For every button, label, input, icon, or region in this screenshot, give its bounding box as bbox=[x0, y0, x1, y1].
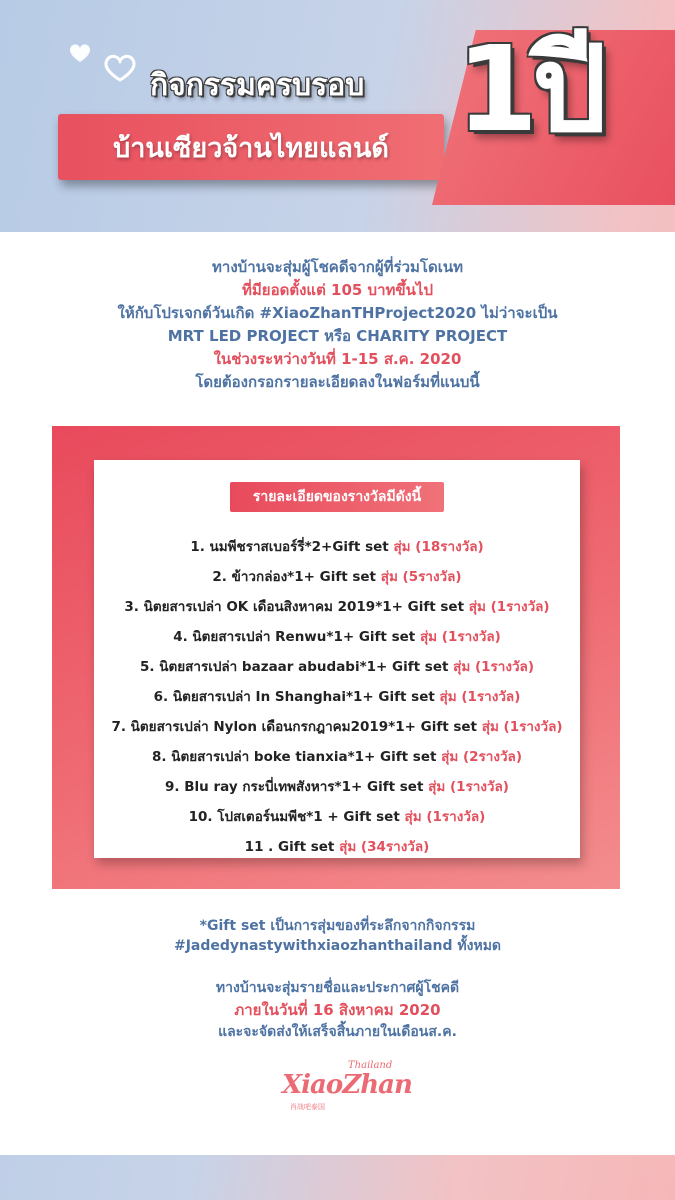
content-card bbox=[0, 232, 675, 1155]
list-item bbox=[94, 772, 580, 802]
prize-text: 2. ข้าวกล่อง*1+ Gift set bbox=[212, 569, 377, 585]
list-item bbox=[94, 742, 580, 772]
list-item bbox=[94, 802, 580, 832]
prize-draw: สุ่ม (1รางวัล) bbox=[481, 719, 563, 735]
prize-draw: สุ่ม (34รางวัล) bbox=[339, 839, 430, 855]
prize-panel bbox=[52, 426, 620, 889]
prize-draw: สุ่ม (1รางวัล) bbox=[404, 809, 486, 825]
prize-text: 1. นมพีชราสเบอร์รี่*2+Gift set bbox=[190, 539, 389, 555]
list-item bbox=[94, 622, 580, 652]
prize-list-box bbox=[94, 460, 580, 858]
intro-line: ทางบ้านจะสุ่มผู้โชคดีจากผู้ที่ร่วมโดเนท bbox=[212, 258, 463, 276]
list-item bbox=[94, 682, 580, 712]
fanclub-name-banner bbox=[58, 114, 444, 180]
prize-draw: สุ่ม (1รางวัล) bbox=[468, 599, 550, 615]
prize-text: 3. นิตยสารเปล่า OK เดือนสิงหาคม 2019*1+ Gift set bbox=[124, 599, 465, 615]
intro-line-highlight: ในช่วงระหว่างวันที่ 1-15 ส.ค. 2020 bbox=[213, 350, 462, 368]
prize-list-header bbox=[230, 482, 444, 512]
footer-text bbox=[0, 916, 675, 1042]
prize-list-title: รายละเอียดของรางวัลมีดังนี้ bbox=[252, 489, 422, 505]
list-item bbox=[94, 652, 580, 682]
prize-text: 6. นิตยสารเปล่า In Shanghai*1+ Gift set bbox=[153, 689, 435, 705]
prize-draw: สุ่ม (1รางวัล) bbox=[453, 659, 534, 675]
announce-line: และจะจัดส่งให้เสร็จสิ้นภายในเดือนส.ค. bbox=[218, 1024, 457, 1040]
prize-draw: สุ่ม (2รางวัล) bbox=[441, 749, 522, 765]
logo-text: XiaoZhan bbox=[282, 1070, 412, 1100]
prize-text: 5. นิตยสารเปล่า bazaar abudabi*1+ Gift set bbox=[140, 659, 449, 675]
logo-subtext: Thailand bbox=[348, 1060, 393, 1071]
fanclub-name: บ้านเซียวจ้านไทยแลนด์ bbox=[113, 132, 389, 164]
xiaozhan-thailand-logo bbox=[278, 1060, 412, 1120]
list-item bbox=[94, 562, 580, 592]
prize-text: 4. นิตยสารเปล่า Renwu*1+ Gift set bbox=[173, 629, 416, 645]
intro-line-highlight: ที่มียอดตั้งแต่ 105 บาทขึ้นไป bbox=[242, 281, 433, 299]
gift-set-hashtag: #Jadedynastywithxiaozhanthailand ทั้งหมด bbox=[173, 938, 502, 954]
prize-text: 10. โปสเตอร์นมพีช*1 + Gift set bbox=[188, 809, 400, 825]
prize-draw: สุ่ม (18รางวัล) bbox=[393, 539, 484, 555]
prize-text: 7. นิตยสารเปล่า Nylon เดือนกรกฎาคม2019*1+ Gift set bbox=[111, 719, 477, 735]
prize-text: 11 . Gift set bbox=[244, 839, 335, 855]
logo-tagline: 肖战吧泰国 bbox=[290, 1103, 325, 1111]
prize-text: 9. Blu ray กระบี่เทพสังหาร*1+ Gift set bbox=[165, 779, 424, 795]
intro-line: ให้กับโปรเจกต์วันเกิด #XiaoZhanTHProject2020 ไม่ว่าจะเป็น bbox=[117, 304, 558, 322]
list-item bbox=[94, 592, 580, 622]
prize-draw: สุ่ม (1รางวัล) bbox=[419, 629, 501, 645]
intro-line: โดยต้องกรอกรายละเอียดลงในฟอร์มที่แนบนี้ bbox=[195, 373, 480, 391]
gift-set-note: *Gift set เป็นการสุ่มของที่ระลึกจากกิจกรรม bbox=[199, 918, 476, 934]
prize-list bbox=[94, 532, 580, 862]
prize-draw: สุ่ม (1รางวัล) bbox=[439, 689, 521, 705]
list-item bbox=[94, 532, 580, 562]
list-item bbox=[94, 832, 580, 862]
announce-date: ภายในวันที่ 16 สิงหาคม 2020 bbox=[234, 1001, 441, 1019]
prize-draw: สุ่ม (1รางวัล) bbox=[428, 779, 509, 795]
event-title: กิจกรรมครบรอบ bbox=[150, 68, 365, 103]
announce-line: ทางบ้านจะสุ่มรายชื่อและประกาศผู้โชคดี bbox=[215, 980, 460, 996]
prize-text: 8. นิตยสารเปล่า boke tianxia*1+ Gift set bbox=[152, 749, 437, 765]
prize-draw: สุ่ม (5รางวัล) bbox=[380, 569, 462, 585]
anniversary-number: 1ปี bbox=[456, 20, 602, 158]
list-item bbox=[94, 712, 580, 742]
intro-line: MRT LED PROJECT หรือ CHARITY PROJECT bbox=[167, 327, 508, 345]
hearts-icon bbox=[58, 36, 148, 86]
intro-text bbox=[0, 256, 675, 394]
header bbox=[0, 0, 675, 230]
